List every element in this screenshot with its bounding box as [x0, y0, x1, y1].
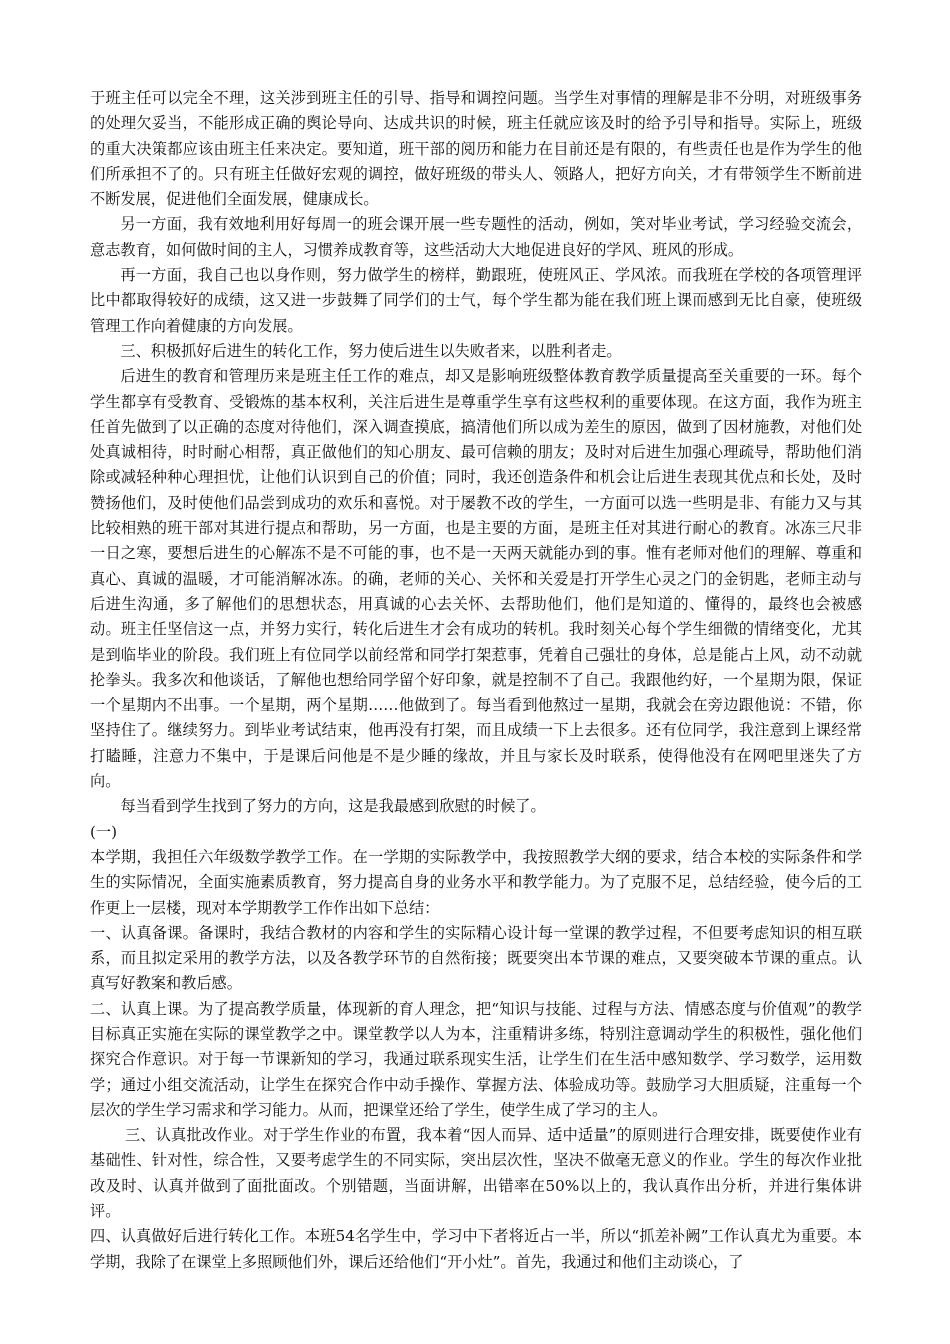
- paragraph-lesson-prep: 一、认真备课。备课时，我结合教材的内容和学生的实际精心设计每一堂课的教学过程，不但要考虑知识的相互联系，而且拟定采用的教学方法，以及各教学环节的自然衔接；既要突出本节课的难点，又要突破本节课的重点。认真写好教案和教后感。: [90, 923, 862, 993]
- paragraph-class-meeting: 另一方面，我有效地利用好每周一的班会课开展一些专题性的活动，例如，笑对毕业考试，学习经验交流会，意志教育，如何做时间的主人，习惯养成教育等，这些活动大大地促进良好的学风、班风的形成。: [90, 215, 862, 259]
- paragraph-closing-reflection: 每当看到学生找到了努力的方向，这是我最感到欣慰的时候了。: [120, 797, 546, 816]
- paragraph-teaching: 二、认真上课。为了提高教学质量，体现新的育人理念，把“知识与技能、过程与方法、情感态度与价值观”的教学目标真正实施在实际的课堂教学之中。课堂教学以人为本，注重精讲多练，特别注意调动学生的积极性，强化他们探究合作意识。对于每一节课新知的学习，我通过联系现实生活，让学生们在生活中感知数学、学习数学，运用数学；通过小组交流活动，让学生在探究合作中动手操作、掌握方法、体验成功等。鼓励学习大胆质疑，注重每一个层次的学生学习需求和学习能力。从而，把课堂还给了学生，使学生成了学习的主人。: [90, 999, 862, 1119]
- paragraph-struggling-students: 后进生的教育和管理历来是班主任工作的难点，却又是影响班级整体教育教学质量提高至关重要的一环。每个学生都享有受教育、受锻炼的基本权利，关注后进生是尊重学生享有这些权利的重要体现。在这方面，我作为班主任首先做到了以正确的态度对待他们，深入调查摸底，搞清他们所以成为差生的原因，做到了因材施教，对他们处处真诚相待，时时耐心相帮，真正做他们的知心朋友、最可信赖的朋友；及时对后进生加强心理疏导，帮助他们消除或减轻种种心理担忧，让他们认识到自己的价值；同时，我还创造条件和机会让后进生表现其优点和长处，及时赞扬他们，及时使他们品尝到成功的欢乐和喜悦。对于屡教不改的学生，一方面可以选一些明是非、有能力又与其比较相熟的班干部对其进行提点和帮助，另一方面，也是主要的方面，是班主任对其进行耐心的教育。冰冻三尺非一日之寒，要想后进生的心解冻不是不可能的事，也不是一天两天就能办到的事。惟有老师对他们的理解、尊重和真心、真诚的温暖，才可能消解冰冻。的确，老师的关心、关怀和关爱是打开学生心灵之门的金钥匙，老师主动与后进生沟通，多了解他们的思想状态，用真诚的心去关怀、去帮助他们，他们是知道的、懂得的，最终也会被感动。班主任坚信这一点，并努力实行，转化后进生才会有成功的转机。我时刻关心每个学生细微的情绪变化，尤其是到临毕业的阶段。我们班上有位同学以前经常和同学打架惹事，凭着自己强壮的身体，总是能占上风，动不动就抡拳头。我多次和他谈话，了解他也想给同学留个好印象，就是控制不了自己。我跟他约好，一个星期为限，保证一个星期内不出事。一个星期，两个星期……他做到了。每当看到他熬过一星期，我就会在旁边跟他说：不错，你坚持住了。继续努力。到毕业考试结束，他再没有打架，而且成绩一下上去很多。还有位同学，我注意到上课经常打瞌睡，注意力不集中，于是课后问他是不是少睡的缘故，并且与家长及时联系，使得他没有在网吧里迷失了方向。: [90, 367, 862, 791]
- section-heading-struggling-students: 三、积极抓好后进生的转化工作，努力使后进生以失败者来，以胜利者走。: [120, 341, 622, 360]
- paragraph-homework: 三、认真批改作业。对于学生作业的布置，我本着“因人而异、适中适量”的原则进行合理安排，既要使作业有基础性、针对性，综合性，又要考虑学生的不同实际，突出层次性，坚决不做毫无意义的作业。学生的每次作业批改及时、认真并做到了面批面改。个别错题，当面讲解，出错率在50%以上的，我认真作出分析，并进行集体讲评。: [90, 1126, 862, 1221]
- paragraph-remediation: 四、认真做好后进行转化工作。本班54名学生中，学习中下者将近占一半，所以“抓差补阙”工作认真尤为重要。本学期，我除了在课堂上多照顾他们外，课后还给他们“开小灶”。首先，我通过和他们主动谈心，了: [90, 1227, 862, 1271]
- paragraph-math-intro: 本学期，我担任六年级数学教学工作。在一学期的实际教学中，我按照教学大纲的要求，结合本校的实际条件和学生的实际情况，全面实施素质教育，努力提高自身的业务水平和教学能力。为了克服不足，总结经验，使今后的工作更上一层楼，现对本学期教学工作作出如下总结：: [90, 847, 862, 917]
- paragraph-role-model: 再一方面，我自己也以身作则，努力做学生的榜样，勤跟班，使班风正、学风浓。而我班在学校的各项管理评比中都取得较好的成绩，这又进一步鼓舞了同学们的士气，每个学生都为能在我们班上课而感到无比自豪，使班级管理工作向着健康的方向发展。: [90, 266, 862, 335]
- paragraph-class-leadership: 于班主任可以完全不理，这关涉到班主任的引导、指导和调控问题。当学生对事情的理解是非不分明，对班级事务的处理欠妥当，不能形成正确的舆论导向、达成共识的时候，班主任就应该及时的给予引导和指导。实际上，班级的重大决策都应该由班主任来决定。要知道，班干部的阅历和能力在目前还是有限的，有些责任也是作为学生的他们所承担不了的。只有班主任做好宏观的调控，做好班级的带头人、领路人，把好方向关，才有带领学生不断前进不断发展，促进他们全面发展，健康成长。: [90, 89, 862, 209]
- section-marker: (一): [90, 822, 118, 841]
